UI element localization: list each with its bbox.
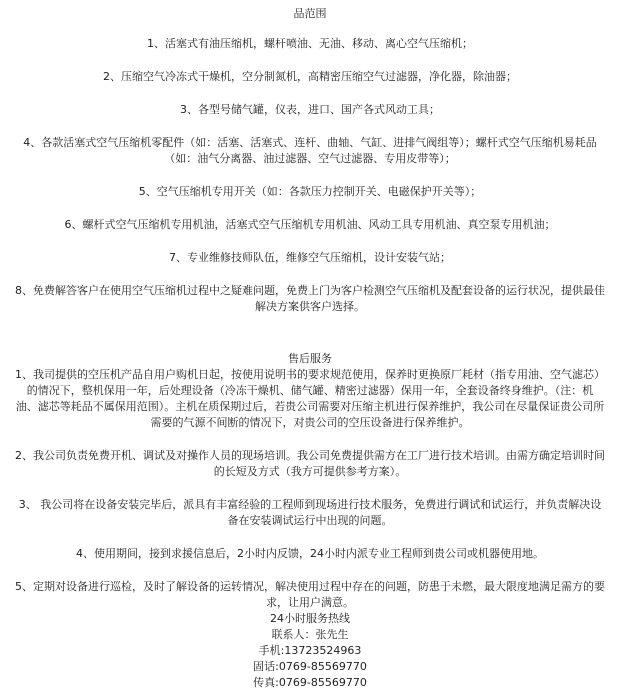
product-range-title: 品范围	[293, 7, 327, 20]
product-item-3: 3、各型号储气罐，仪表，进口、国产各式风动工具；	[180, 103, 440, 116]
product-item-8: 8、免费解答客户在使用空气压缩机过程中之疑难问题，免费上门为客户检测空气压缩机及配套设备的运行状况，提供最佳 解决方案供客户选择。	[15, 284, 605, 313]
after-sales-title: 售后服务	[288, 352, 332, 365]
product-item-7: 7、专业维修技师队伍，维修空气压缩机，设计安装气站；	[169, 251, 451, 264]
fax-number: 传真:0769-85569770	[253, 676, 367, 689]
service-item-5: 5、定期对设备进行巡检，及时了解设备的运转情况，解决使用过程中存在的问题，防患于未燃，最大限度地满足需方的要 求，让用户满意。	[15, 580, 605, 609]
landline-number: 固话:0769-85569770	[253, 660, 367, 673]
product-item-2: 2、压缩空气冷冻式干燥机，空分制氮机，高精密压缩空气过滤器，净化器，除油器；	[103, 70, 517, 83]
product-item-5: 5、空气压缩机专用开关（如：各款压力控制开关、电磁保护开关等）；	[138, 185, 482, 198]
product-item-4: 4、各款活塞式空气压缩机零配件（如：活塞、活塞式、连杆、曲轴、气缸、进排气阀组等）；螺杆式空气压缩机易耗品 （如：油气分离器、油过滤器、空气过滤器、专用皮带等）；	[23, 136, 597, 165]
service-item-2: 2、我公司负责免费开机、调试及对操作人员的现场培训。我公司免费提供需方在工厂进行技术培训。由需方确定培训时间 的长短及方式（我方可提供参考方案）。	[15, 449, 605, 478]
contact-section	[2, 611, 618, 691]
service-hotline-label: 24小时服务热线	[270, 612, 350, 625]
after-sales-section	[2, 351, 618, 611]
product-item-6: 6、螺杆式空气压缩机专用机油，活塞式空气压缩机专用机油、风动工具专用机油、真空泵专用机油；	[64, 218, 556, 231]
service-item-3: 3、 我公司将在设备安装完毕后，派具有丰富经验的工程师到现场进行技术服务，免费进行调试和试运行，并负责解决设 备在安装调试运行中出现的问题。	[18, 498, 602, 527]
contact-person: 联系人：张先生	[271, 628, 349, 641]
mobile-number: 手机:13723524963	[258, 644, 362, 657]
service-item-1: 1、我司提供的空压机产品自用户购机日起，按使用说明书的要求规范使用，保养时更换原厂耗材（指专用油、空气滤芯） 的情况下，整机保用一年，后处理设备（冷冻干燥机、储气罐、精密过滤器）保用一年，全套设备终身维护。（注：机 油、滤芯等耗品不属保用范围）。主机在质保期过后，若贵公司需要对压缩主机进行保养维护，我公司在尽量保证贵公司所 需要的气源不间断的情况下，对贵公司的空压设备进行保养维护。	[15, 368, 605, 429]
product-item-1: 1、活塞式有油压缩机，螺杆喷油、无油、移动、离心空气压缩机；	[147, 37, 473, 50]
product-range-section	[2, 6, 618, 315]
service-item-4: 4、使用期间，接到求援信息后，2小时内反馈，24小时内派专业工程师到贵公司或机器使用地。	[76, 547, 544, 560]
